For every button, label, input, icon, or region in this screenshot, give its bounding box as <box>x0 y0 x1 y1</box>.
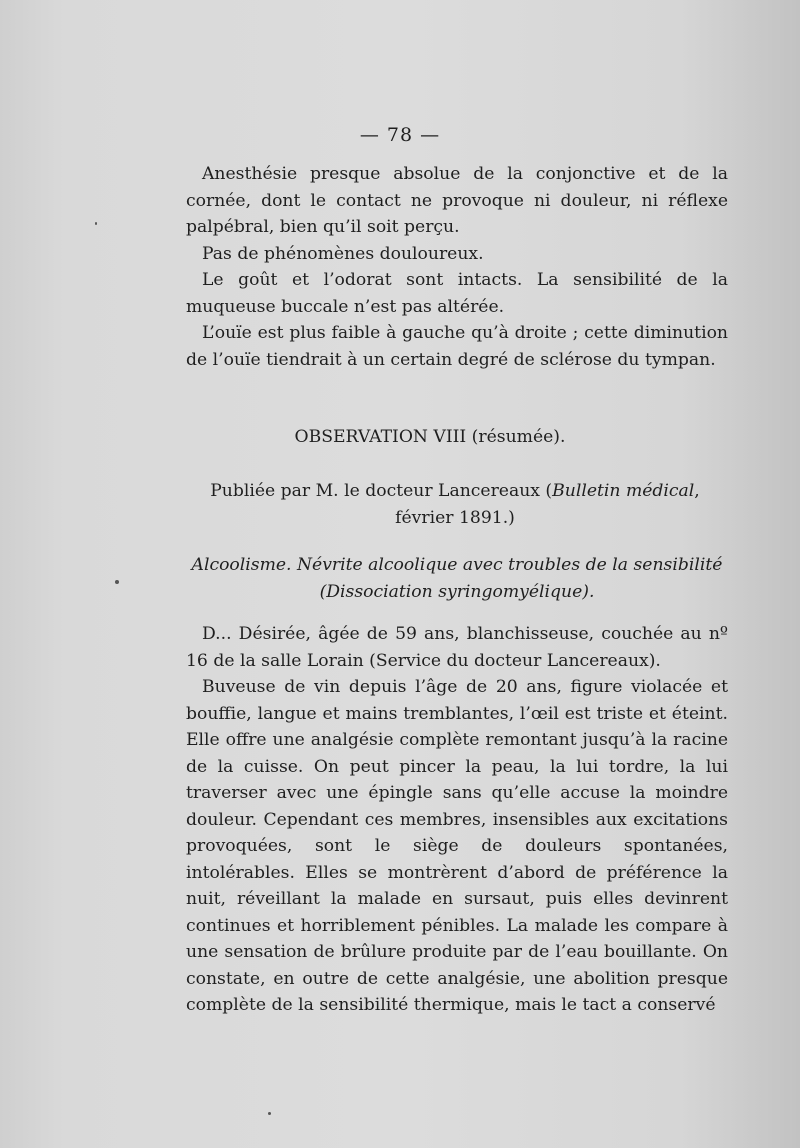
source-journal: Bulletin médical <box>552 481 695 501</box>
paragraph-phenomenes: Pas de phénomènes douloureux. <box>202 243 484 264</box>
observation-subtitle <box>186 552 728 606</box>
ink-speck <box>95 222 97 225</box>
observation-source <box>200 478 710 532</box>
paragraph-gout: Le goût et l’odorat sont intacts. La sensibilité de la muqueuse buccale n’est pas altérée. <box>186 270 728 317</box>
source-prefix: Publiée par M. le docteur Lancereaux ( <box>210 481 553 501</box>
body-text-block <box>186 621 728 1019</box>
observation-title: OBSERVATION VIII (résumée). <box>294 427 566 447</box>
top-text-block <box>186 161 728 373</box>
ink-speck <box>115 580 119 584</box>
ink-speck <box>268 1112 271 1115</box>
paragraph-anesthesie: Anesthésie presque absolue de la conjonctive et de la cornée, dont le contact ne provoque ni douleur, ni réflexe palpébral, bien qu’il soit perçu. <box>186 164 728 237</box>
paragraph-ouie: L’ouïe est plus faible à gauche qu’à droite ; cette diminution de l’ouïe tiendrait à un certain degré de sclérose du tympan. <box>186 323 728 370</box>
paragraph-patient: D... Désirée, âgée de 59 ans, blanchisseuse, couchée au nº 16 de la salle Lorain (Service du docteur Lancereaux). <box>186 624 728 671</box>
source-suffix: , février 1891.) <box>395 481 700 528</box>
subtitle-line-1: Alcoolisme. Névrite alcoolique avec troubles de la sensibilité <box>191 555 723 575</box>
subtitle-line-2: (Dissociation syringomyélique). <box>319 582 595 602</box>
page-number: — 78 — <box>359 124 441 146</box>
paragraph-history: Buveuse de vin depuis l’âge de 20 ans, figure violacée et bouffie, langue et mains tremblantes, l’œil est triste et éteint. Elle offre une analgésie complète remontant jusqu’à la racine de la cuisse. On peut pincer la peau, la lui tordre, la lui traverser avec une épingle sans qu’elle accuse la moindre douleur. Cependant ces membres, insensibles aux excitations provoquées, sont le siège de douleurs spontanées, intolérables. Elles se montrèrent d’abord de préférence la nuit, réveillant la malade en sursaut, puis elles devinrent continues et horriblement pénibles. La malade les compare à une sensation de brûlure produite par de l’eau bouillante. On constate, en outre de cette analgésie, une abolition presque complète de la sensibilité thermique, mais le tact a conservé <box>186 677 728 1015</box>
